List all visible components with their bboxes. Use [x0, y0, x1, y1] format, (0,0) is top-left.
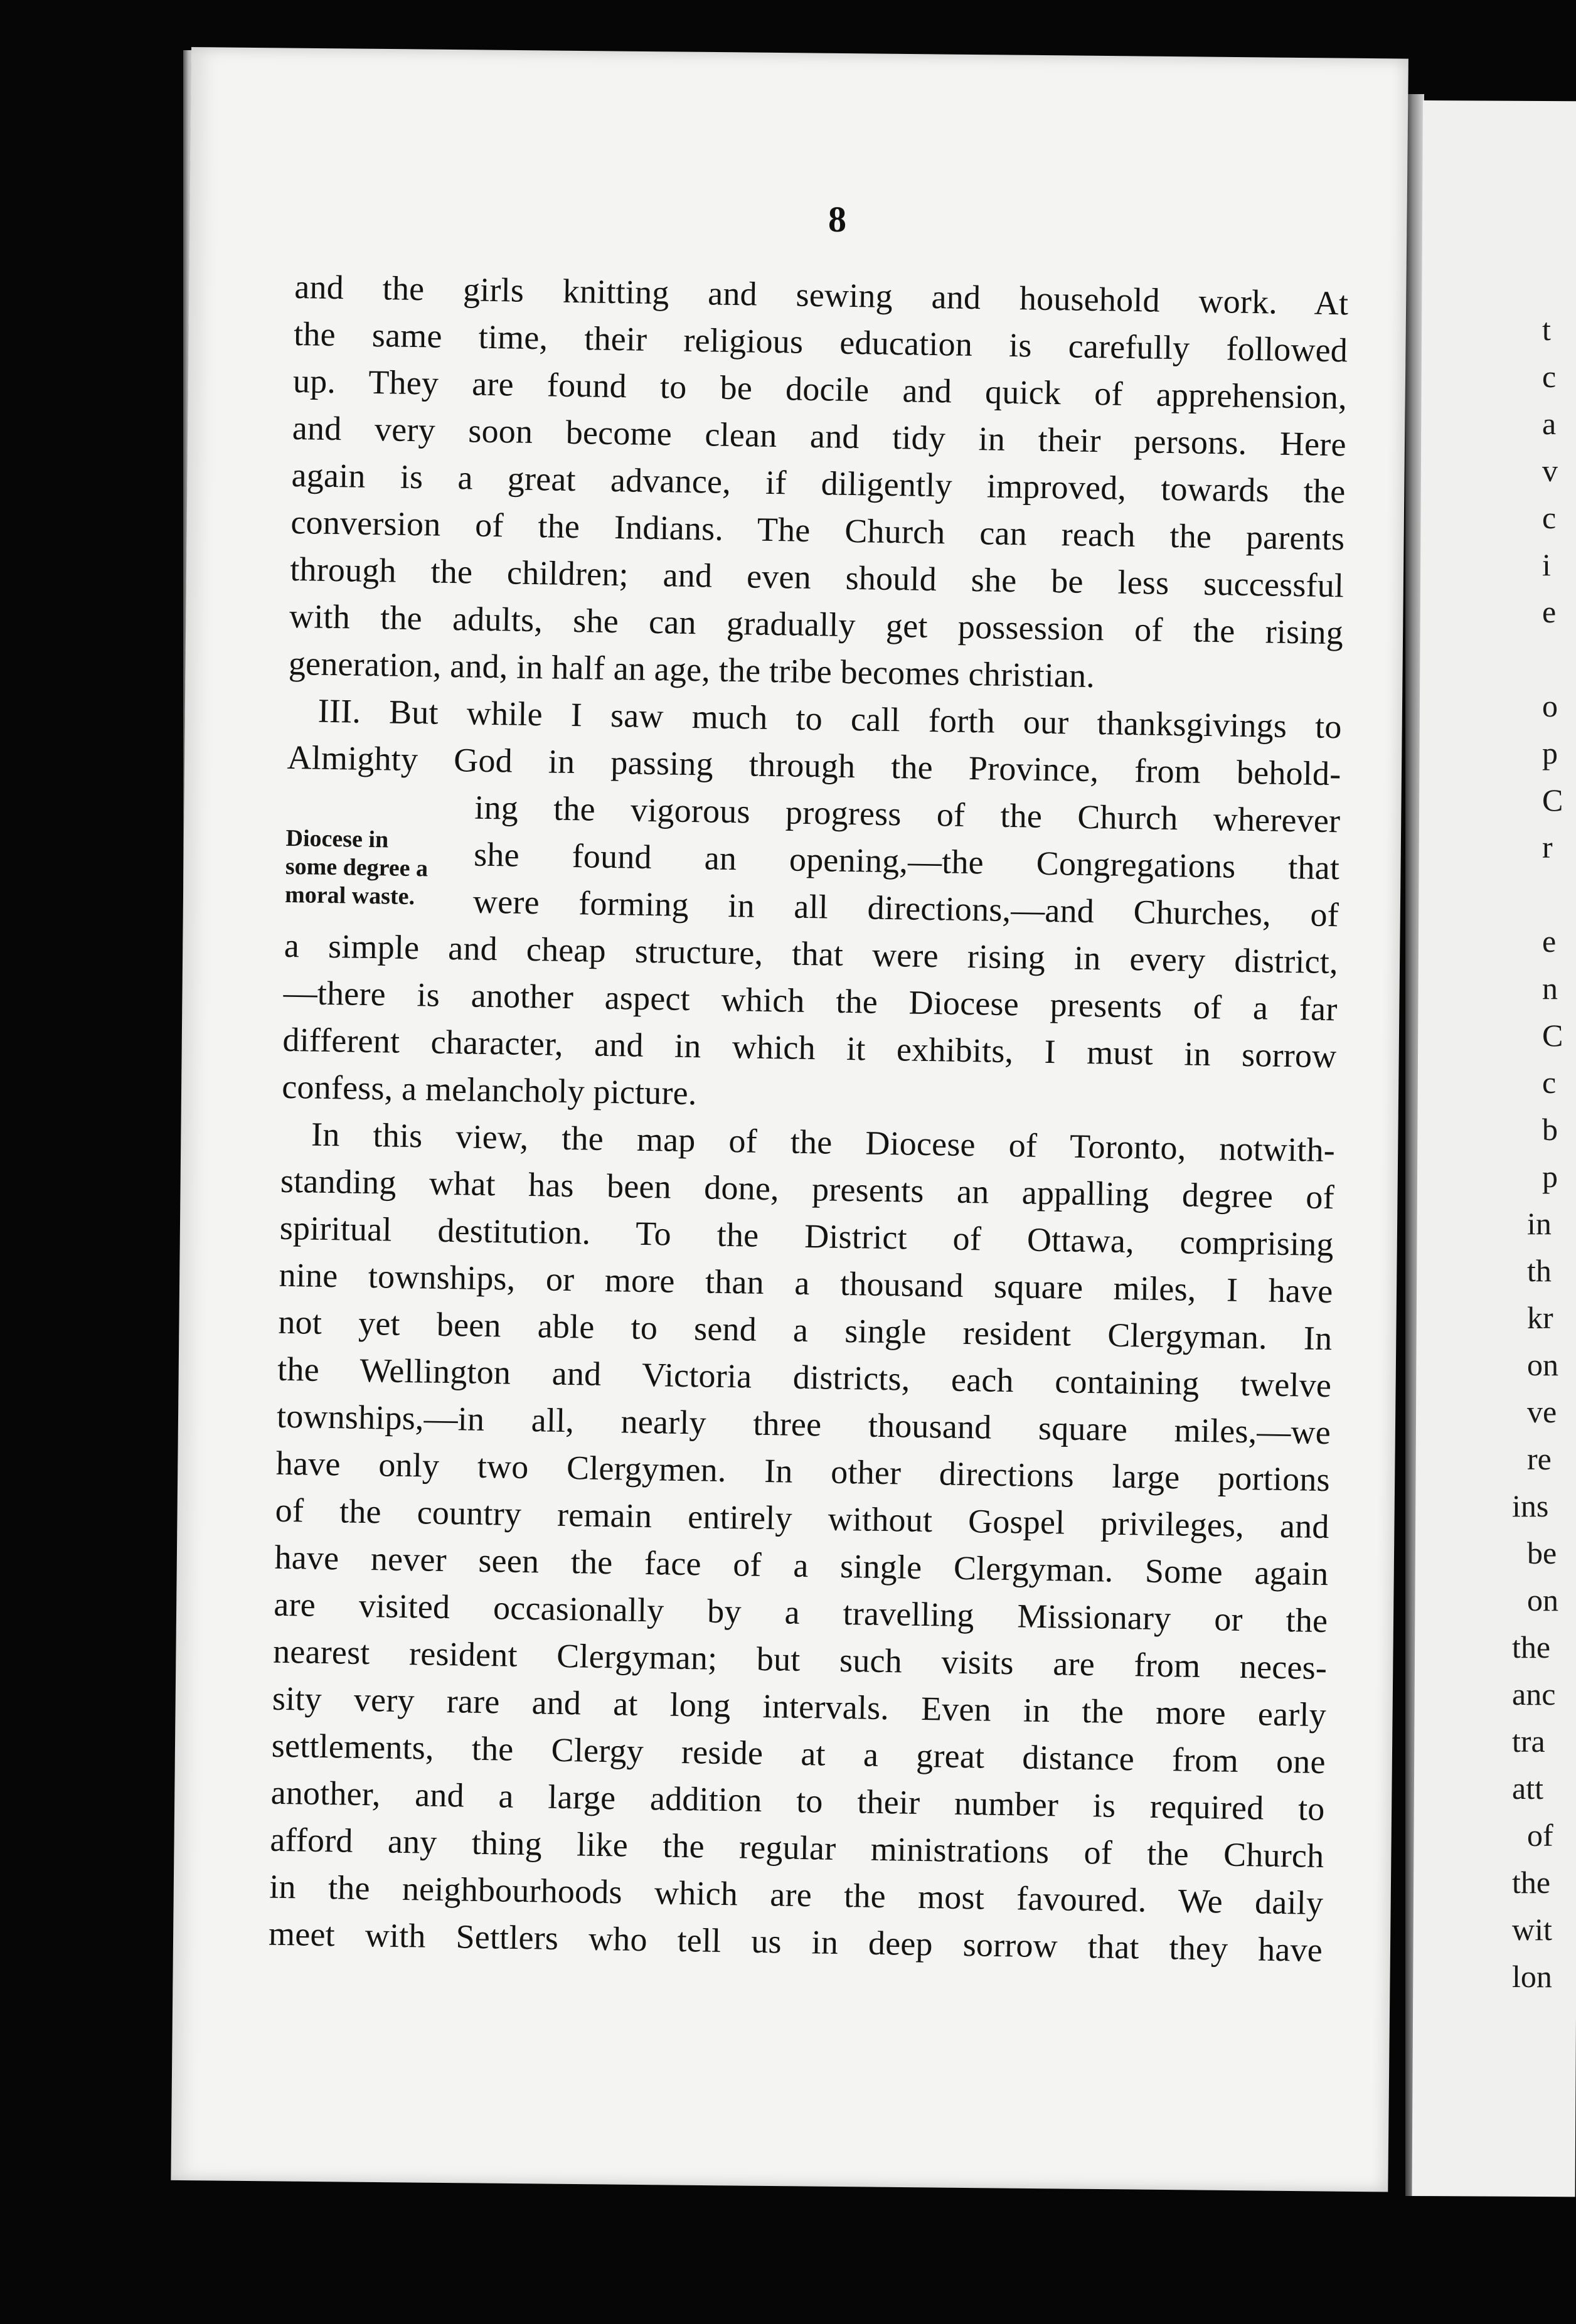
text-line: through the children; and even should she be less successful	[289, 550, 1344, 605]
text-line: Almighty God in passing through the Province, from behold-	[287, 738, 1341, 793]
text-line: the same time, their religious education is carefully followed	[293, 314, 1348, 370]
text-line: In this view, the map of the Diocese of Toronto, notwith-	[311, 1115, 1336, 1170]
page-number: 8	[828, 199, 846, 240]
text-line: ing the vigorous progress of the Church wherever	[474, 788, 1341, 840]
text-line: not yet been able to send a single resident Clergyman. In	[278, 1303, 1333, 1358]
facing-page-fragment: lon	[1512, 1959, 1552, 1994]
text-line: with the adults, she can gradually get possession of the rising	[289, 597, 1344, 652]
text-line: another, and a large addition to their number is required to	[270, 1773, 1325, 1828]
text-line: in the neighbourhoods which are the most favoured. We daily	[269, 1867, 1324, 1922]
facing-page-fragment: wit	[1512, 1912, 1552, 1947]
text-line: have only two Clergymen. In other directions large portions	[275, 1444, 1331, 1499]
facing-page-fragment: t	[1542, 312, 1551, 347]
facing-page-fragment: kr	[1527, 1300, 1553, 1335]
text-line: different character, and in which it exhibits, I must in sorrow	[282, 1020, 1337, 1075]
margin-note-line: Diocese in	[285, 824, 389, 853]
facing-page-fragment: att	[1512, 1771, 1543, 1806]
facing-page-fragment: n	[1542, 971, 1558, 1006]
text-line: and very soon become clean and tidy in their persons. Here	[292, 408, 1347, 464]
facing-page-fragment: C	[1542, 782, 1563, 818]
facing-page-fragment: of	[1527, 1818, 1553, 1853]
facing-page-fragment: on	[1527, 1347, 1558, 1382]
text-line: again is a great advance, if diligently improved, towards the	[291, 456, 1346, 511]
facing-page-fragment: i	[1542, 547, 1551, 582]
text-line: —there is another aspect which the Diocese presents of a far	[283, 973, 1338, 1028]
facing-page-fragment: c	[1542, 500, 1557, 535]
text-line: meet with Settlers who tell us in deep sorrow that they have	[268, 1914, 1323, 1970]
text-line: she found an opening,—the Congregations that	[473, 835, 1340, 887]
text-line: were forming in all directions,—and Churches, of	[472, 882, 1339, 934]
text-line: sity very rare and at long intervals. Even in the more early	[272, 1679, 1327, 1734]
facing-page-fragment: the	[1512, 1865, 1551, 1900]
text-line: III. But while I saw much to call forth our thanksgivings to	[317, 691, 1343, 746]
facing-page-fragment: ins	[1512, 1488, 1549, 1523]
text-line: standing what has been done, presents an appalling degree of	[280, 1161, 1335, 1217]
facing-page-fragment: c	[1542, 1065, 1557, 1100]
text-line: of the country remain entirely without Gospel privileges, and	[275, 1491, 1330, 1546]
facing-page-fragment: ve	[1527, 1394, 1557, 1429]
facing-page-fragment: o	[1542, 688, 1558, 723]
text-line: spiritual destitution. To the District of Ottawa, comprising	[279, 1208, 1334, 1264]
page-body-text	[269, 264, 1349, 1974]
text-line: generation, and, in half an age, the tribe becomes christian.	[288, 644, 1095, 695]
text-line: afford any thing like the regular ministrations of the Church	[270, 1820, 1324, 1875]
facing-page-fragment: tra	[1512, 1724, 1545, 1759]
text-line: conversion of the Indians. The Church can reach the parents	[290, 503, 1345, 558]
facing-page-fragment: e	[1542, 594, 1557, 629]
text-line: townships,—in all, nearly three thousand square miles,—we	[276, 1397, 1331, 1452]
text-line: have never seen the face of a single Clergyman. Some again	[274, 1538, 1329, 1593]
margin-note-line: moral waste.	[284, 881, 415, 910]
facing-page-fragment: r	[1542, 829, 1553, 865]
text-line: a simple and cheap structure, that were rising in every district,	[284, 926, 1339, 981]
facing-page-fragment: anc	[1512, 1676, 1556, 1712]
facing-page-fragment: v	[1542, 453, 1558, 488]
facing-page-fragment: th	[1527, 1253, 1552, 1288]
facing-page-fragment: a	[1542, 406, 1557, 441]
facing-page-fragment: p	[1542, 735, 1558, 770]
text-line: nine townships, or more than a thousand square miles, I have	[279, 1255, 1333, 1311]
text-line: confess, a melancholy picture.	[281, 1067, 698, 1112]
text-line: settlements, the Clergy reside at a great distance from one	[271, 1726, 1326, 1781]
margin-note-line: some degree a	[285, 853, 429, 882]
margin-note	[285, 824, 474, 912]
text-line: up. They are found to be docile and quick of apprehension,	[292, 361, 1348, 417]
facing-page-fragment: C	[1542, 1018, 1563, 1053]
text-line: nearest resident Clergyman; but such visits are from neces-	[272, 1632, 1328, 1687]
facing-page-fragment: the	[1512, 1629, 1551, 1665]
facing-page-fragment: re	[1527, 1441, 1552, 1476]
facing-page-fragment: b	[1542, 1112, 1558, 1147]
facing-page-fragment: c	[1542, 359, 1557, 394]
text-line: the Wellington and Victoria districts, each containing twelve	[277, 1350, 1332, 1405]
text-line: are visited occasionally by a travelling Missionary or the	[273, 1585, 1328, 1640]
facing-page-fragment: be	[1527, 1535, 1557, 1570]
facing-page-fragment: e	[1542, 924, 1557, 959]
text-line: and the girls knitting and sewing and household work. At	[294, 267, 1349, 322]
facing-page-fragment: in	[1527, 1206, 1552, 1241]
facing-page-fragment: p	[1542, 1159, 1558, 1194]
facing-page-fragment: on	[1527, 1582, 1558, 1618]
